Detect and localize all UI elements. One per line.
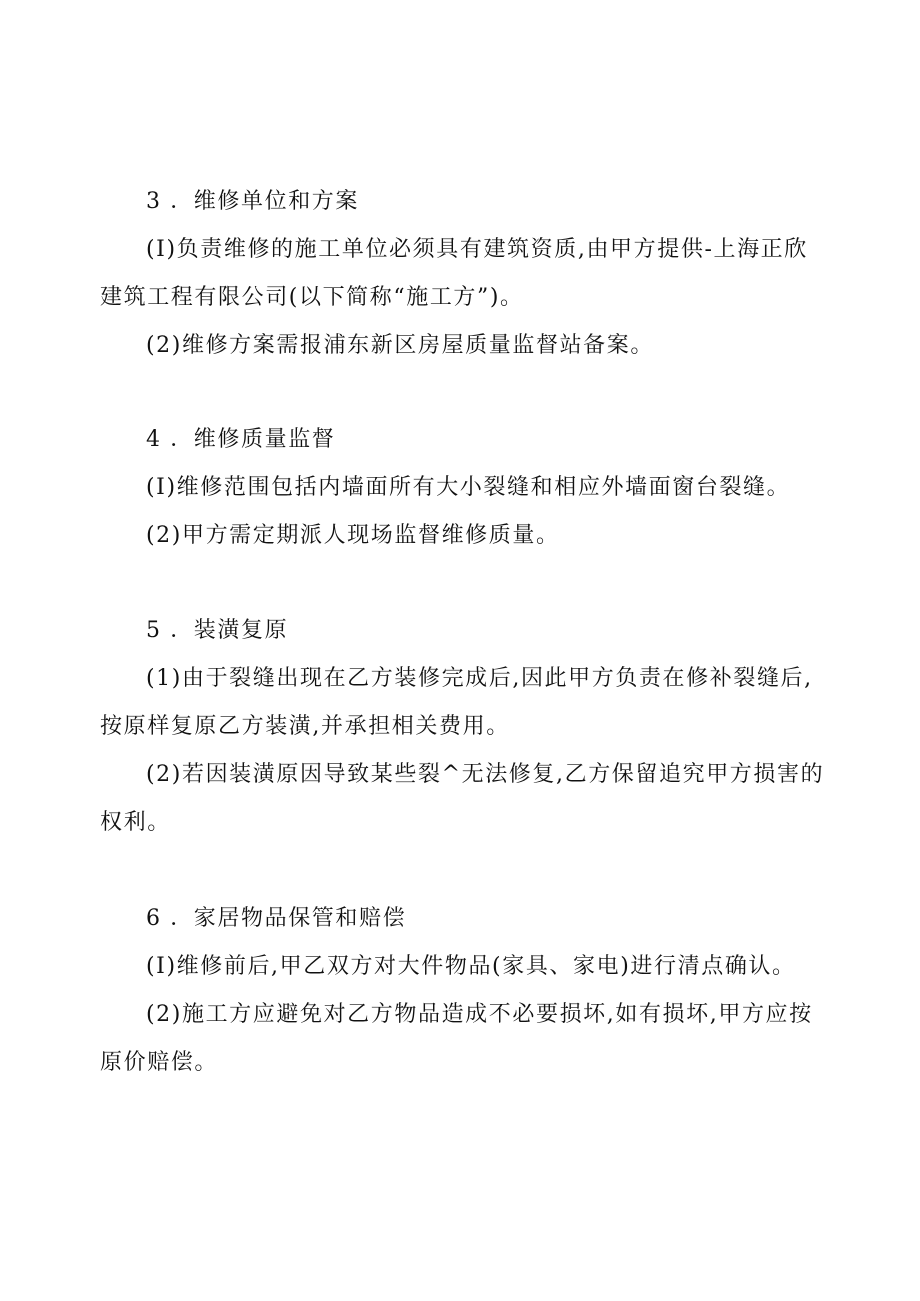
section-heading-3: 3 ．维修单位和方案	[146, 189, 359, 214]
section-heading-6: 6 ．家居物品保管和赔偿	[146, 906, 407, 931]
paragraph-line: (2)若因装潢原因导致某些裂^无法修复,乙方保留追究甲方损害的	[146, 762, 825, 787]
paragraph-line: 建筑工程有限公司(以下简称“施工方”)。	[100, 285, 524, 310]
paragraph-line: (I)维修范围包括内墙面所有大小裂缝和相应外墙面窗台裂缝。	[146, 475, 791, 500]
paragraph-line: (2)施工方应避免对乙方物品造成不必要损坏,如有损坏,甲方应按	[146, 1002, 813, 1027]
paragraph-line: (2)甲方需定期派人现场监督维修质量。	[146, 523, 560, 548]
paragraph-line: (2)维修方案需报浦东新区房屋质量监督站备案。	[146, 333, 654, 358]
paragraph-line: (I)负责维修的施工单位必须具有建筑资质,由甲方提供-上海正欣	[146, 237, 808, 262]
paragraph-line: 原价赔偿。	[100, 1050, 219, 1075]
paragraph-line: (1)由于裂缝出现在乙方装修完成后,因此甲方负责在修补裂缝后,	[146, 666, 813, 691]
section-heading-4: 4 ．维修质量监督	[146, 427, 336, 452]
paragraph-line: 权利。	[100, 810, 171, 835]
paragraph-line: 按原样复原乙方装潢,并承担相关费用。	[100, 714, 510, 739]
paragraph-line: (I)维修前后,甲乙双方对大件物品(家具、家电)进行清点确认。	[146, 954, 796, 979]
section-heading-5: 5 ．装潢复原	[146, 618, 289, 643]
